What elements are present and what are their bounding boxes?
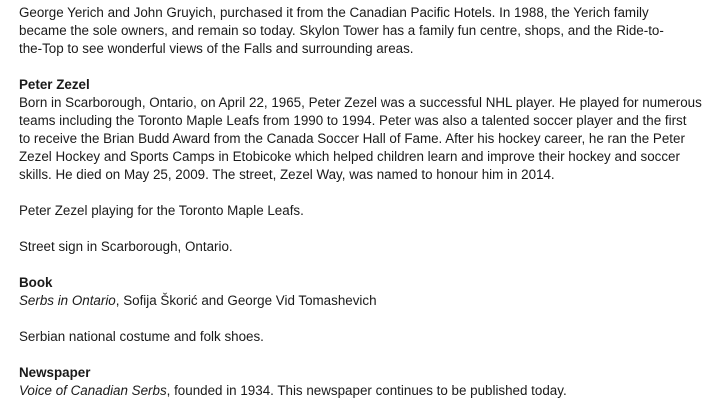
text-line: to receive the Brian Budd Award from the Canada Soccer Hall of Fame. After his hockey career, he ran the Peter [19,131,685,146]
text-line: Born in Scarborough, Ontario, on April 22, 1965, Peter Zezel was a successful NHL player. He played for numerous [19,95,702,110]
photo-caption-street-sign: Street sign in Scarborough, Ontario. [19,239,233,254]
peter-zezel-heading: Peter Zezel [19,77,90,92]
book-heading: Book [19,275,53,290]
newspaper-title: Voice of Canadian Serbs [19,383,167,398]
spacer [19,184,719,202]
text-line: teams including the Toronto Maple Leafs from 1990 to 1994. Peter was also a talented soccer player and the first [19,113,687,128]
newspaper-citation [19,382,719,400]
book-authors: , Sofija Škorić and George Vid Tomashevich [115,293,377,308]
book-citation [19,292,719,310]
intro-paragraph [19,4,719,58]
photo-caption-zezel-leafs: Peter Zezel playing for the Toronto Maple Leafs. [19,203,304,218]
text-line: skills. He died on May 25, 2009. The street, Zezel Way, was named to honour him in 2014. [19,167,555,182]
book-title: Serbs in Ontario [19,293,116,308]
newspaper-description: , founded in 1934. This newspaper continues to be published today. [166,383,567,398]
spacer [19,220,719,238]
spacer [19,346,719,364]
text-line: the-Top to see wonderful views of the Falls and surrounding areas. [19,41,414,56]
text-line: George Yerich and John Gruyich, purchased it from the Canadian Pacific Hotels. In 1988, the Yerich family [19,5,649,20]
text-line: Zezel Hockey and Sports Camps in Etobicoke which helped children learn and improve their hockey and soccer [19,149,680,164]
newspaper-heading: Newspaper [19,365,91,380]
text-line: became the sole owners, and remain so today. Skylon Tower has a family fun centre, shops, and the Ride-to- [19,23,664,38]
spacer [19,310,719,328]
peter-zezel-paragraph [19,94,719,184]
spacer [19,58,719,76]
spacer [19,256,719,274]
document-body [19,4,719,400]
photo-caption-costume: Serbian national costume and folk shoes. [19,329,264,344]
